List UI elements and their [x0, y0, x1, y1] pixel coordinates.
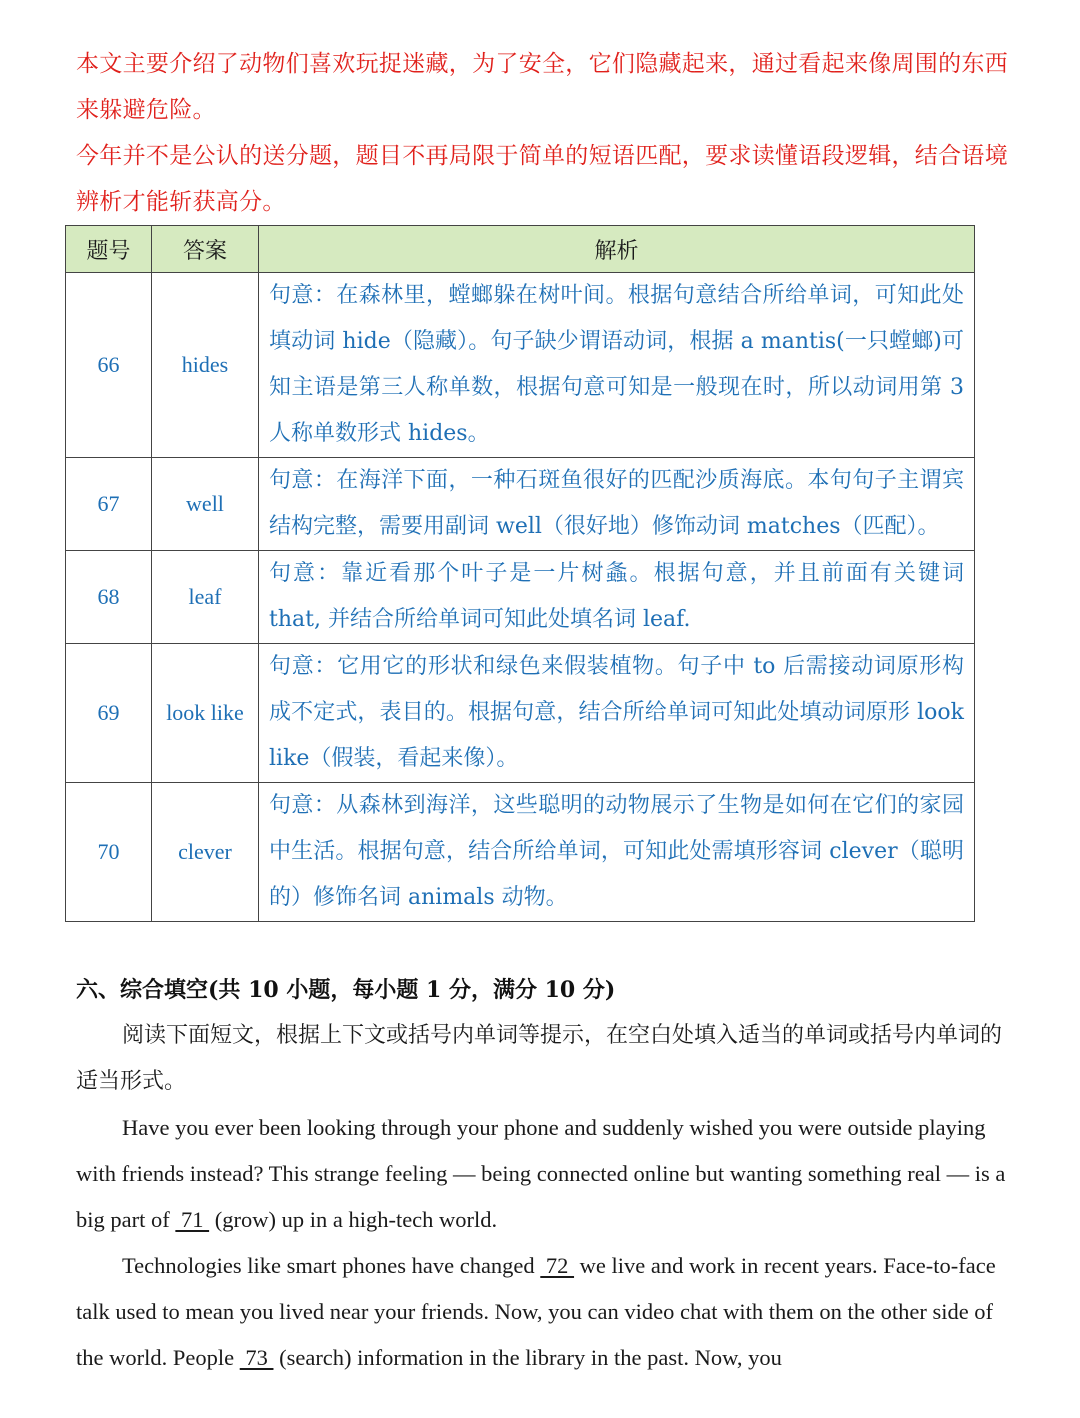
question-number: 70 — [66, 783, 152, 922]
answer-cell: hides — [152, 273, 259, 458]
passage-paragraph-1 — [76, 1105, 1018, 1243]
table-row — [66, 644, 975, 783]
question-number: 68 — [66, 551, 152, 644]
answer-cell: clever — [152, 783, 259, 922]
header-number: 题号 — [66, 226, 152, 273]
table-row — [66, 458, 975, 551]
question-number: 67 — [66, 458, 152, 551]
blank-71: 71 — [175, 1207, 210, 1232]
analysis-cell: 句意：从森林到海洋，这些聪明的动物展示了生物是如何在它们的家园中生活。根据句意，结合所给单词，可知此处需填形容词 clever（聪明的）修饰名词 animals 动物。 — [259, 783, 975, 922]
section-instructions: 阅读下面短文，根据上下文或括号内单词等提示，在空白处填入适当的单词或括号内单词的适当形式。 — [76, 1023, 1003, 1094]
answer-cell: well — [152, 458, 259, 551]
blank-72: 72 — [540, 1253, 575, 1278]
header-answer: 答案 — [152, 226, 259, 273]
answer-cell: leaf — [152, 551, 259, 644]
table-row — [66, 783, 975, 922]
answer-table — [65, 225, 975, 922]
blank-73: 73 — [239, 1345, 274, 1370]
table-row — [66, 273, 975, 458]
question-number: 69 — [66, 644, 152, 783]
analysis-cell: 句意：在森林里，螳螂躲在树叶间。根据句意结合所给单词，可知此处填动词 hide（隐藏）。句子缺少谓语动词，根据 a mantis(一只螳螂)可知主语是第三人称单数，根据句意可知是一般现在时，所以动词用第 3 人称单数形式 hides。 — [259, 273, 975, 458]
question-commentary: 今年并不是公认的送分题，题目不再局限于简单的短语匹配，要求读懂语段逻辑，结合语境辨析才能斩获高分。 — [76, 143, 1008, 215]
analysis-cell: 句意：在海洋下面，一种石斑鱼很好的匹配沙质海底。本句句子主谓宾结构完整，需要用副词 well（很好地）修饰动词 matches（匹配）。 — [259, 458, 975, 551]
passage-text: (search) information in the library in the past. Now, you — [273, 1345, 782, 1370]
answer-cell: look like — [152, 644, 259, 783]
question-number: 66 — [66, 273, 152, 458]
passage-text: we live and work in recent years. Face-to-face talk used to mean you lived near your friends. Now, you can video chat with them on the other side of the world. People — [76, 1253, 996, 1370]
header-analysis: 解析 — [259, 226, 975, 273]
analysis-cell: 句意：它用它的形状和绿色来假装植物。句子中 to 后需接动词原形构成不定式，表目的。根据句意，结合所给单词可知此处填动词原形 look like（假装，看起来像）。 — [259, 644, 975, 783]
table-header-row — [66, 226, 975, 273]
passage-text: Technologies like smart phones have changed — [122, 1253, 541, 1278]
passage-summary: 本文主要介绍了动物们喜欢玩捉迷藏，为了安全，它们隐藏起来，通过看起来像周围的东西来躲避危险。 — [76, 51, 1008, 123]
passage-text: Have you ever been looking through your phone and suddenly wished you were outside playing with friends instead? This strange feeling — being connected online but wanting something real — is a big part of — [76, 1115, 1006, 1232]
passage-text: (grow) up in a high-tech world. — [209, 1207, 498, 1232]
passage-paragraph-2 — [76, 1243, 1018, 1381]
section-title: 六、综合填空(共 10 小题，每小题 1 分，满分 10 分) — [76, 977, 616, 1003]
table-row — [66, 551, 975, 644]
analysis-cell: 句意：靠近看那个叶子是一片树螽。根据句意，并且前面有关键词 that, 并结合所给单词可知此处填名词 leaf. — [259, 551, 975, 644]
